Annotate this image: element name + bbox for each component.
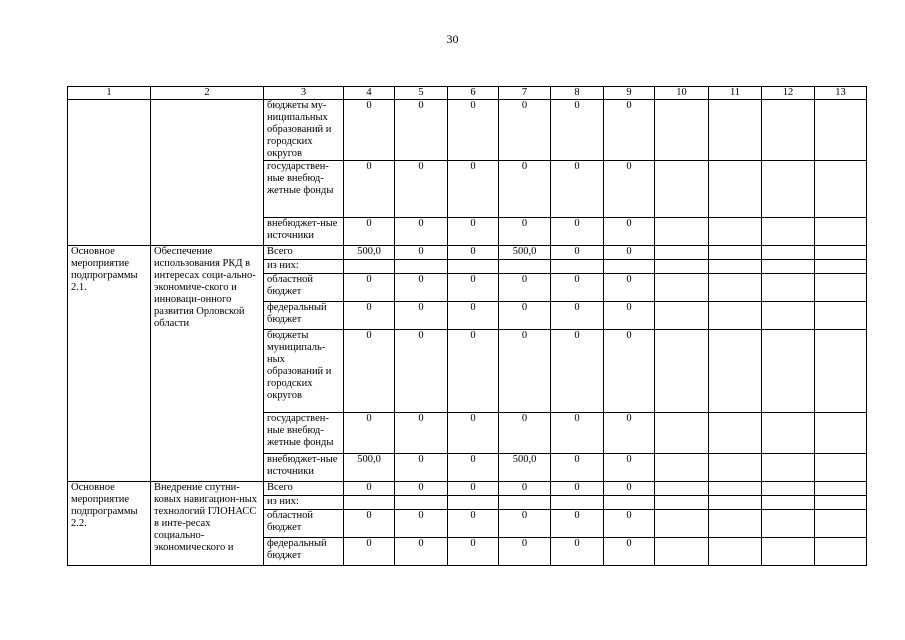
value-cell: 0: [499, 330, 551, 413]
value-cell: 0: [499, 218, 551, 246]
value-cell: [499, 260, 551, 274]
value-cell: 0: [395, 482, 448, 496]
value-cell: 500,0: [344, 246, 395, 260]
value-cell: 0: [344, 413, 395, 454]
empty-cell: [815, 538, 867, 566]
value-cell: [604, 260, 655, 274]
value-cell: 0: [551, 330, 604, 413]
column-header: 5: [395, 87, 448, 100]
empty-cell: [709, 218, 762, 246]
value-cell: 0: [395, 538, 448, 566]
value-cell: 0: [448, 330, 499, 413]
column-header: 11: [709, 87, 762, 100]
column-header: 12: [762, 87, 815, 100]
value-cell: [499, 496, 551, 510]
funding-source-cell: бюджеты му-ниципальных образований и городских округов: [264, 100, 344, 161]
empty-cell: [762, 246, 815, 260]
empty-cell: [709, 510, 762, 538]
empty-cell: [655, 482, 709, 496]
empty-cell: [815, 246, 867, 260]
value-cell: 0: [395, 413, 448, 454]
empty-cell: [709, 413, 762, 454]
empty-cell: [709, 496, 762, 510]
value-cell: 0: [499, 538, 551, 566]
empty-cell: [815, 510, 867, 538]
column-header: 9: [604, 87, 655, 100]
empty-cell: [762, 274, 815, 302]
empty-cell: [709, 260, 762, 274]
value-cell: 0: [499, 482, 551, 496]
column-header: 10: [655, 87, 709, 100]
empty-cell: [762, 330, 815, 413]
funding-source-cell: государствен-ные внебюд-жетные фонды: [264, 413, 344, 454]
value-cell: [344, 260, 395, 274]
funding-source-cell: областной бюджет: [264, 274, 344, 302]
event-name-cell: Основное мероприятие подпрограммы 2.1.: [68, 246, 151, 482]
column-header: 8: [551, 87, 604, 100]
value-cell: 0: [395, 161, 448, 218]
empty-cell: [655, 413, 709, 454]
empty-cell: [815, 161, 867, 218]
empty-cell: [815, 454, 867, 482]
value-cell: 0: [448, 302, 499, 330]
empty-cell: [709, 100, 762, 161]
empty-cell: [762, 100, 815, 161]
funding-source-cell: бюджеты муниципаль-ных образований и городских округов: [264, 330, 344, 413]
value-cell: 0: [395, 274, 448, 302]
empty-cell: [709, 302, 762, 330]
empty-cell: [762, 161, 815, 218]
value-cell: 0: [551, 482, 604, 496]
funding-source-cell: федеральный бюджет: [264, 302, 344, 330]
header-row: [68, 87, 867, 100]
value-cell: 0: [499, 100, 551, 161]
value-cell: 0: [604, 161, 655, 218]
empty-cell: [815, 482, 867, 496]
value-cell: [395, 496, 448, 510]
value-cell: 0: [448, 100, 499, 161]
funding-source-cell: Всего: [264, 482, 344, 496]
event-name-cell: [68, 100, 151, 246]
value-cell: [448, 496, 499, 510]
empty-cell: [709, 246, 762, 260]
value-cell: 0: [448, 413, 499, 454]
value-cell: 0: [551, 246, 604, 260]
event-name-cell: Основное мероприятие подпрограммы 2.2.: [68, 482, 151, 566]
column-header: 2: [151, 87, 264, 100]
empty-cell: [709, 330, 762, 413]
value-cell: 0: [551, 538, 604, 566]
value-cell: 0: [604, 510, 655, 538]
value-cell: 500,0: [499, 246, 551, 260]
empty-cell: [815, 274, 867, 302]
empty-cell: [709, 482, 762, 496]
value-cell: 0: [395, 218, 448, 246]
value-cell: 0: [448, 454, 499, 482]
value-cell: 0: [499, 302, 551, 330]
empty-cell: [709, 538, 762, 566]
value-cell: 0: [448, 482, 499, 496]
value-cell: 0: [395, 302, 448, 330]
value-cell: 0: [499, 510, 551, 538]
empty-cell: [815, 413, 867, 454]
budget-table: [67, 86, 867, 566]
column-header: 3: [264, 87, 344, 100]
value-cell: 0: [344, 302, 395, 330]
empty-cell: [762, 302, 815, 330]
value-cell: 0: [448, 218, 499, 246]
value-cell: 0: [604, 482, 655, 496]
value-cell: 0: [395, 330, 448, 413]
empty-cell: [762, 454, 815, 482]
value-cell: 0: [395, 246, 448, 260]
value-cell: 0: [448, 538, 499, 566]
empty-cell: [655, 260, 709, 274]
value-cell: 0: [604, 302, 655, 330]
value-cell: [395, 260, 448, 274]
funding-source-cell: внебюджет-ные источники: [264, 454, 344, 482]
value-cell: 0: [344, 482, 395, 496]
value-cell: 0: [499, 274, 551, 302]
empty-cell: [655, 454, 709, 482]
column-header: 7: [499, 87, 551, 100]
empty-cell: [762, 413, 815, 454]
empty-cell: [709, 274, 762, 302]
funding-source-cell: государствен-ные внебюд-жетные фонды: [264, 161, 344, 218]
table-row: [68, 100, 867, 161]
value-cell: 500,0: [499, 454, 551, 482]
value-cell: 0: [604, 218, 655, 246]
empty-cell: [709, 161, 762, 218]
empty-cell: [655, 302, 709, 330]
value-cell: 0: [448, 246, 499, 260]
value-cell: 0: [551, 100, 604, 161]
value-cell: 0: [604, 330, 655, 413]
value-cell: 0: [551, 302, 604, 330]
value-cell: [551, 496, 604, 510]
value-cell: [448, 260, 499, 274]
table-row: [68, 246, 867, 260]
value-cell: 0: [604, 100, 655, 161]
empty-cell: [655, 330, 709, 413]
value-cell: 0: [448, 274, 499, 302]
empty-cell: [655, 246, 709, 260]
empty-cell: [815, 330, 867, 413]
value-cell: 0: [395, 100, 448, 161]
empty-cell: [709, 454, 762, 482]
value-cell: [344, 496, 395, 510]
value-cell: [551, 260, 604, 274]
funding-source-cell: областной бюджет: [264, 510, 344, 538]
funding-source-cell: Всего: [264, 246, 344, 260]
value-cell: 0: [604, 246, 655, 260]
funding-source-cell: из них:: [264, 496, 344, 510]
value-cell: 0: [551, 218, 604, 246]
empty-cell: [655, 538, 709, 566]
value-cell: 0: [344, 274, 395, 302]
empty-cell: [815, 496, 867, 510]
empty-cell: [762, 218, 815, 246]
empty-cell: [655, 274, 709, 302]
value-cell: [604, 496, 655, 510]
value-cell: 0: [551, 510, 604, 538]
value-cell: 0: [604, 454, 655, 482]
funding-source-cell: из них:: [264, 260, 344, 274]
value-cell: 0: [499, 413, 551, 454]
funding-source-cell: внебюджет-ные источники: [264, 218, 344, 246]
value-cell: 0: [344, 161, 395, 218]
empty-cell: [762, 496, 815, 510]
funding-source-cell: федеральный бюджет: [264, 538, 344, 566]
value-cell: 500,0: [344, 454, 395, 482]
empty-cell: [762, 510, 815, 538]
event-description-cell: Обеспечение использования РКД в интересах соци-ально-экономиче-ского и инноваци-онного развития Орловской области: [151, 246, 264, 482]
value-cell: 0: [344, 100, 395, 161]
empty-cell: [762, 482, 815, 496]
event-description-cell: [151, 100, 264, 246]
value-cell: 0: [604, 413, 655, 454]
value-cell: 0: [551, 161, 604, 218]
event-description-cell: Внедрение спутни-ковых навигацион-ных технологий ГЛОНАСС в инте-ресах социально-экономического и: [151, 482, 264, 566]
column-header: 1: [68, 87, 151, 100]
empty-cell: [655, 510, 709, 538]
value-cell: 0: [395, 454, 448, 482]
empty-cell: [762, 538, 815, 566]
value-cell: 0: [344, 330, 395, 413]
empty-cell: [655, 100, 709, 161]
value-cell: 0: [344, 510, 395, 538]
empty-cell: [815, 218, 867, 246]
value-cell: 0: [551, 413, 604, 454]
value-cell: 0: [499, 161, 551, 218]
empty-cell: [815, 100, 867, 161]
empty-cell: [655, 161, 709, 218]
value-cell: 0: [604, 274, 655, 302]
value-cell: 0: [448, 510, 499, 538]
value-cell: 0: [344, 218, 395, 246]
value-cell: 0: [551, 274, 604, 302]
empty-cell: [762, 260, 815, 274]
empty-cell: [815, 260, 867, 274]
column-header: 4: [344, 87, 395, 100]
empty-cell: [655, 496, 709, 510]
empty-cell: [815, 302, 867, 330]
column-header: 6: [448, 87, 499, 100]
page-number: 30: [446, 32, 459, 46]
column-header: 13: [815, 87, 867, 100]
value-cell: 0: [344, 538, 395, 566]
value-cell: 0: [604, 538, 655, 566]
value-cell: 0: [395, 510, 448, 538]
value-cell: 0: [551, 454, 604, 482]
value-cell: 0: [448, 161, 499, 218]
table-row: [68, 482, 867, 496]
empty-cell: [655, 218, 709, 246]
